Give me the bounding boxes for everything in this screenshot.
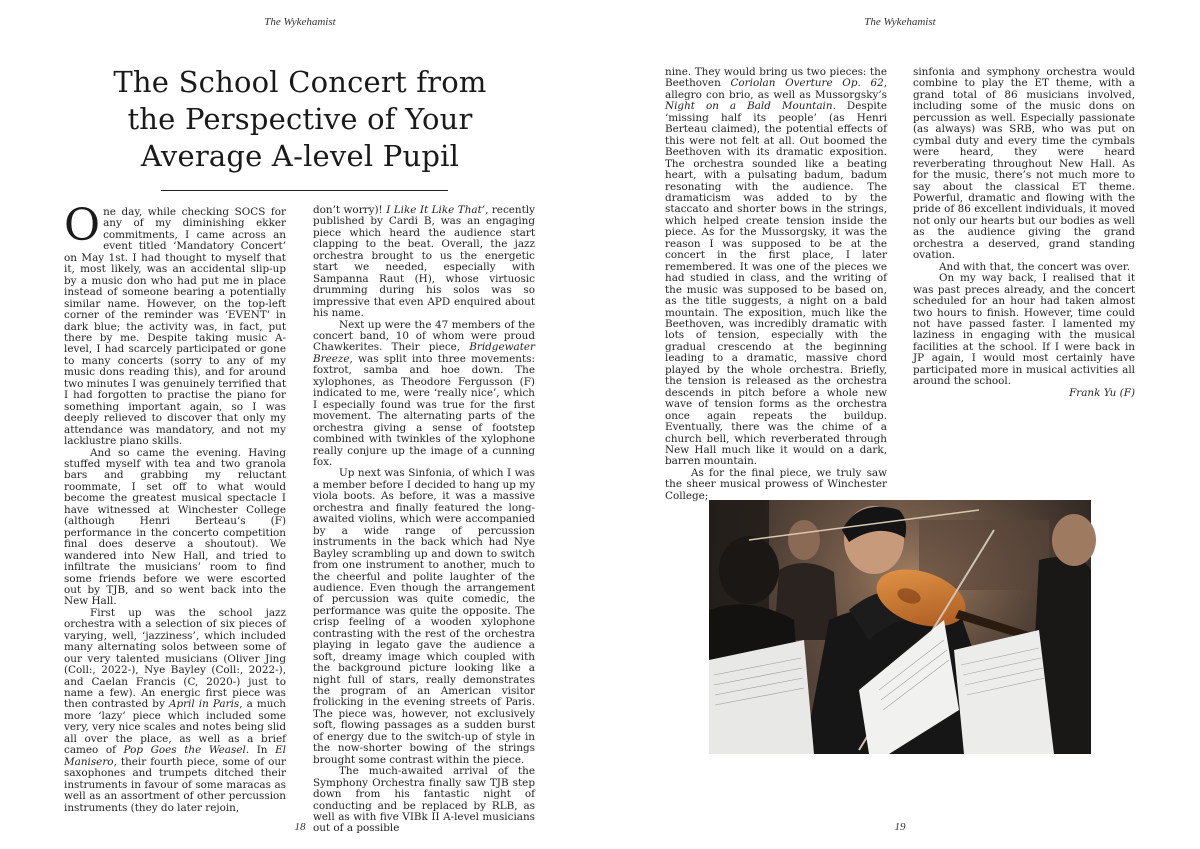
paragraph: Next up were the 47 members of the concert band, 10 of whom were proud Chawkerites. Their piece, Bridgewater Breeze, was split into three movements: foxtrot, samba and hoe down. The xylophones, as Theodore Fergusson (F) indicated to me, were ‘really nice’, which I especially found was true for the first movement. The alternating parts of the orchestra giving a sense of footstep combined with twinkles of the xylophone really conjure up the image of a cunning fox. xyxy=(313,318,535,468)
violinist-illustration xyxy=(709,500,1091,754)
paragraph: First up was the school jazz orchestra with a selection of six pieces of varying, well, ‘jazziness’, which included many alternating solos between some of our very talented musicians (Oliver Jing (Coll:, 2022-), Nye Bayley (Coll:, 2022-), and Caelan Francis (C, 2020-) just to name a few). An energic first piece was then contrasted by April in Paris, a much more ‘lazy’ piece which included some very, very nice scales and notes being slid all over the place, as well as a brief cameo of Pop Goes the Weasel. In El Manisero, their fourth piece, some of our saxophones and trumpets ditched their instruments in favour of some maracas as well as an assortment of other percussion instruments (they do later rejoin, xyxy=(64,606,286,814)
paragraph: And so came the evening. Having stuffed myself with tea and two granola bars and grabbing my reluctant roommate, I set off to what would become the greatest musical spectacle I have witnessed at Winchester College (although Henri Berteau’s (F) performance in the concerto competition final does deserve a shoutout). We wandered into New Hall, and tried to infiltrate the musicians’ room to find some friends before we were escorted out by TJB, and so went back into the New Hall. xyxy=(64,446,286,608)
column-1 xyxy=(64,200,286,814)
paragraph: And with that, the concert was over. xyxy=(939,260,1131,273)
drop-cap: O xyxy=(64,200,101,251)
page-number-right: 19 xyxy=(894,821,906,833)
concert-photo xyxy=(709,500,1091,754)
author-signature: Frank Yu (F) xyxy=(1069,386,1135,399)
column-3 xyxy=(665,66,887,502)
paragraph: The much-awaited arrival of the Symphony Orchestra finally saw TJB step down from his fantastic night of conducting and be replaced by RLB, as well as with five VIBk II A-level musicians out of a possible xyxy=(313,765,535,835)
title-divider xyxy=(161,190,448,191)
paragraph: On my way back, I realised that it was past preces already, and the concert scheduled for an hour had taken almost two hours to finish. However, time could not have passed faster. I lamented my laziness in engaging with the musical facilities at the school. If I were back in JP again, I would most certainly have participated more in musical activities all around the school. xyxy=(913,272,1135,388)
paragraph: As for the final piece, we truly saw the sheer musical prowess of Winchester College; xyxy=(665,466,887,502)
paragraph-intro: One day, while checking SOCS for any of my diminishing ekker commitments, I came across an event titled ‘Mandatory Concert’ on May 1st. I had thought to myself that it, most likely, was an accidental slip-up by a music don who had put me in place instead of someone bearing a potentially similar name. However, on the top-left corner of the reminder was ‘EVENT’ in dark blue; the activity was, in fact, put there by me. Despite taking music A-level, I had scarcely participated or gone to many concerts (sorry to any of my music dons reading this), and for around two minutes I was genuinely terrified that I had forgotten to practise the piano for something important again, so I was deeply relieved to discover that only my attendance was mandatory, and not my lacklustre piano skills. xyxy=(64,200,286,448)
column-2 xyxy=(313,204,535,835)
running-head-right: The Wykehamist xyxy=(864,16,936,28)
article-title: The School Concert from the Perspective of Your Average A-level Pupil xyxy=(113,65,487,173)
page-number-left: 18 xyxy=(294,821,306,833)
paragraph: sinfonia and symphony orchestra would combine to play the ET theme, with a grand total of 86 musicians involved, including some of the music dons on percussion as well. Especially passionate (as always) was SRB, who was put on cymbal duty and every time the cymbals were heard, they were heard reverberating throughout New Hall. As for the music, there’s not much more to say about the classical ET theme. Powerful, dramatic and flowing with the pride of 86 excellent individuals, it moved not only our hearts but our bodies as well as the audience giving the grand orchestra a deserved, grand standing ovation. xyxy=(913,66,1135,262)
paragraph: nine. They would bring us two pieces: the Beethoven Coriolan Overture Op. 62, allegro con brio, as well as Mussorgsky’s Night on a Bald Mountain. Despite ‘missing half its people’ (as Henri Berteau claimed), the potential effects of this were not felt at all. Out boomed the Beethoven with its dramatic exposition. The orchestra sounded like a beating heart, with a pulsating badum, badum resonating with the audience. The dramaticism was added to by the staccato and shorter bows in the strings, which helped create tension inside the piece. As for the Mussorgsky, it was the reason I was supposed to be at the concert in the first place, I later remembered. It was one of the pieces we had studied in class, and the writing of the music was supposed to be based on, as the title suggests, a night on a bald mountain. The exposition, much like the Beethoven, was incredibly dramatic with lots of tension, especially with the gradual crescendo at the beginning leading to a dramatic, massive chord played by the whole orchestra. Briefly, the tension is released as the orchestra descends in pitch before a whole new wave of tension forms as the orchestra once again repeats the buildup. Eventually, there was the chime of a church bell, which reverberated through New Hall much like it would on a dark, barren mountain. xyxy=(665,66,887,468)
paragraph: don’t worry)! I Like It Like That’, recently published by Cardi B, was an engaging piece which heard the audience start clapping to the beat. Overall, the jazz orchestra brought to us the energetic start we needed, especially with Sampanna Raut (H), whose virtuosic drumming during his solos was so impressive that even APD enquired about his name. xyxy=(313,204,535,320)
running-head-left: The Wykehamist xyxy=(264,16,336,28)
column-4 xyxy=(913,67,1135,397)
paragraph: Up next was Sinfonia, of which I was a member before I decided to hang up my viola boots. As before, it was a massive orchestra and finally featured the long-awaited violins, which were accompanied by a wide range of percussion instruments in the back which had Nye Bayley scrambling up and down to switch from one instrument to another, much to the cheerful and polite laughter of the audience. Even though the arrangement of percussion was quite comedic, the performance was quite the opposite. The crisp feeling of a wooden xylophone contrasting with the rest of the orchestra playing in legato gave the audience a soft, dreamy image which coupled with the background picture looking like a night full of stars, really demonstrates the program of an American visitor frolicking in the evening streets of Paris. The piece was, however, not exclusively soft, flowing passages as a sudden burst of energy due to the switch-up of style in the now-shorter bowing of the strings brought some contrast within the piece. xyxy=(313,467,535,766)
